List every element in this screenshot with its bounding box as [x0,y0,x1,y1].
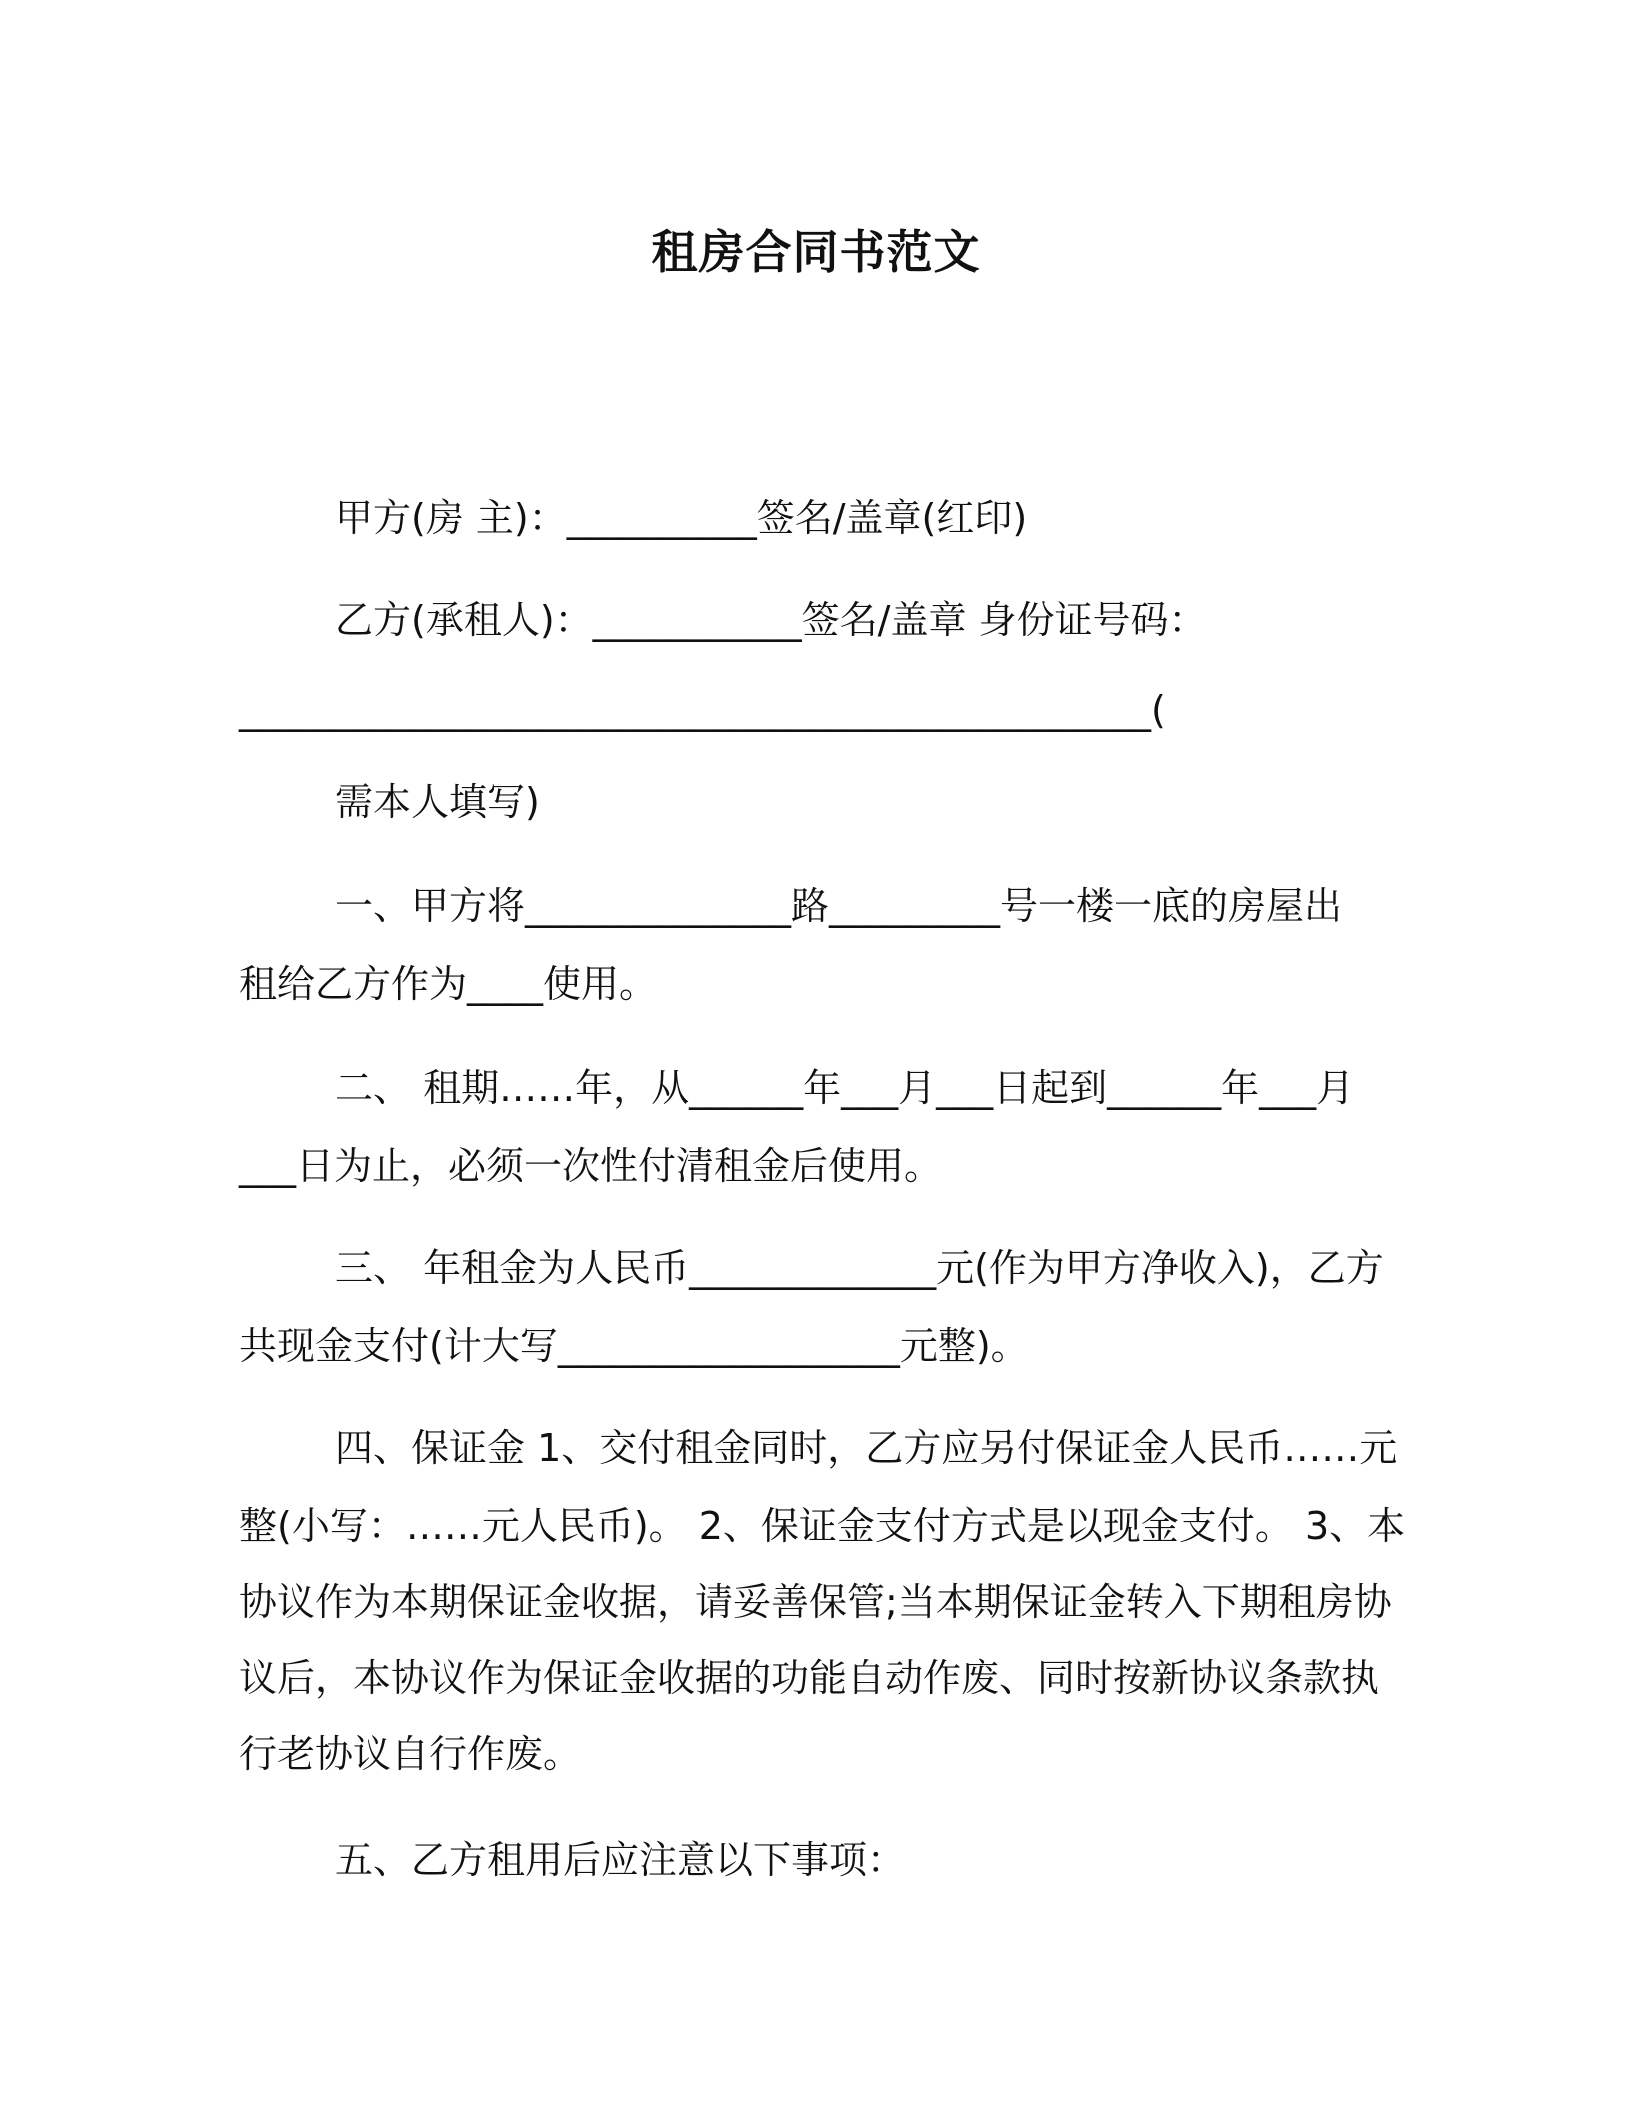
clause-5-line-1: 五、乙方租用后应注意以下事项： [335,1838,906,1882]
document-title: 租房合同书范文 [651,225,981,279]
clause-2-line-2: ___日为止，必须一次性付清租金后使用。 [239,1144,943,1188]
clause-4-line-1: 四、保证金 1、交付租金同时，乙方应另付保证金人民币……元 [335,1426,1398,1470]
party-a-line: 甲方(房 主)：__________签名/盖章(红印) [335,496,1028,540]
clause-2-line-1: 二、 租期……年，从______年___月___日起到______年___月 [335,1066,1355,1110]
self-fill-note: 需本人填写) [335,780,540,824]
party-b-line: 乙方(承租人)：___________签名/盖章 身份证号码： [335,598,1207,642]
clause-4-line-5: 行老协议自行作废。 [239,1732,582,1776]
clause-4-line-4: 议后，本协议作为保证金收据的功能自动作废、同时按新协议条款执 [239,1656,1380,1700]
clause-4-line-3: 协议作为本期保证金收据，请妥善保管;当本期保证金转入下期租房协 [239,1580,1392,1624]
clause-1-line-2: 租给乙方作为____使用。 [239,962,658,1006]
clause-4-line-2: 整(小写：……元人民币)。 2、保证金支付方式是以现金支付。 3、本 [239,1504,1406,1548]
clause-3-line-2: 共现金支付(计大写__________________元整)。 [239,1324,1029,1368]
clause-1-line-1: 一、甲方将______________路_________号一楼一底的房屋出 [335,884,1343,928]
id-number-blank-line: ________________________________________________( [239,688,1166,732]
clause-3-line-1: 三、 年租金为人民币_____________元(作为甲方净收入)，乙方 [335,1246,1384,1290]
